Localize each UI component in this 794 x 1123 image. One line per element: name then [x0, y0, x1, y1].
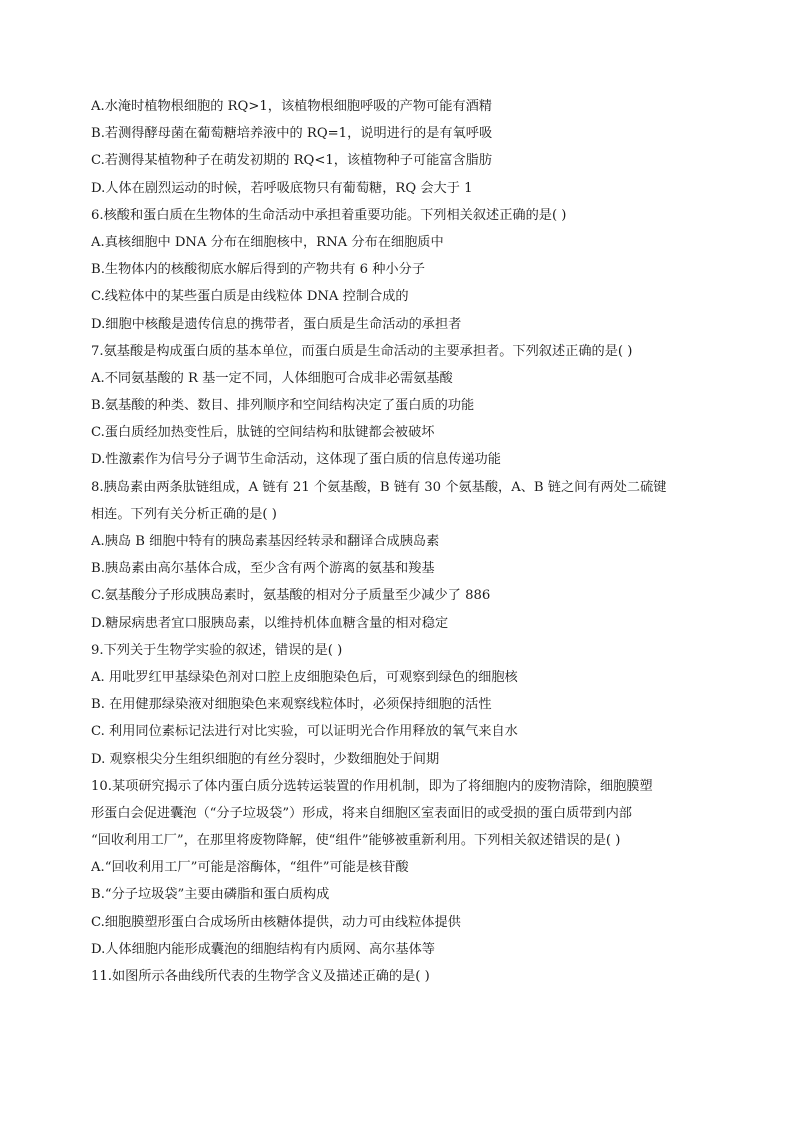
text-line: B.“分子垃圾袋”主要由磷脂和蛋白质构成	[91, 887, 330, 903]
text-line: B.若测得酵母菌在葡萄糖培养液中的 RQ=1，说明进行的是有氧呼吸	[91, 126, 493, 142]
text-body	[91, 93, 711, 990]
text-line: A.“回收利用工厂”可能是溶酶体，“组件”可能是核苷酸	[91, 860, 409, 876]
text-line: B.胰岛素由高尔基体合成，至少含有两个游离的氨基和羧基	[91, 561, 435, 577]
text-line: D.人体细胞内能形成囊泡的细胞结构有内质网、高尔基体等	[91, 941, 435, 957]
text-line: C.细胞膜塑形蛋白合成场所由核糖体提供，动力可由线粒体提供	[91, 914, 461, 930]
text-line: B.氨基酸的种类、数目、排列顺序和空间结构决定了蛋白质的功能	[91, 398, 475, 414]
question-7-stem: 7.氨基酸是构成蛋白质的基本单位，而蛋白质是生命活动的主要承担者。下列叙述正确的是( )	[91, 343, 633, 359]
text-line: A.不同氨基酸的 R 基一定不同，人体细胞可合成非必需氨基酸	[91, 370, 453, 386]
text-line: A. 用吡罗红甲基绿染色剂对口腔上皮细胞染色后，可观察到绿色的细胞核	[91, 669, 518, 685]
text-line: D.糖尿病患者宜口服胰岛素，以维持机体血糖含量的相对稳定	[91, 615, 449, 631]
text-line: 形蛋白会促进囊泡（“分子垃圾袋”）形成，将来自细胞区室表面旧的或受损的蛋白质带到内部	[91, 805, 632, 821]
text-line: C.线粒体中的某些蛋白质是由线粒体 DNA 控制合成的	[91, 289, 409, 305]
text-line: D. 观察根尖分生组织细胞的有丝分裂时，少数细胞处于间期	[91, 751, 440, 767]
text-line: C.蛋白质经加热变性后，肽链的空间结构和肽键都会被破坏	[91, 425, 435, 441]
question-8-stem: 8.胰岛素由两条肽链组成，A 链有 21 个氨基酸，B 链有 30 个氨基酸，A、B 链之间有两处二硫键	[91, 479, 667, 495]
text-line: B.生物体内的核酸彻底水解后得到的产物共有 6 种小分子	[91, 262, 425, 278]
question-11-stem: 11.如图所示各曲线所代表的生物学含义及描述正确的是( )	[91, 969, 430, 984]
text-line: A.胰岛 B 细胞中特有的胰岛素基因经转录和翻译合成胰岛素	[91, 534, 440, 549]
text-line: C.氨基酸分子形成胰岛素时，氨基酸的相对分子质量至少减少了 886	[91, 588, 491, 604]
question-9-stem: 9.下列关于生物学实验的叙述，错误的是( )	[91, 642, 343, 658]
text-line: C. 利用同位素标记法进行对比实验，可以证明光合作用释放的氧气来自水	[91, 724, 518, 740]
text-line: D.人体在剧烈运动的时候，若呼吸底物只有葡萄糖，RQ 会大于 1	[91, 180, 473, 196]
text-line: D.细胞中核酸是遗传信息的携带者，蛋白质是生命活动的承担者	[91, 316, 462, 332]
text-line: C.若测得某植物种子在萌发初期的 RQ<1，该植物种子可能富含脂肪	[91, 153, 493, 169]
question-10-stem: 10.某项研究揭示了体内蛋白质分选转运装置的作用机制，即为了将细胞内的废物清除，细胞膜塑	[91, 778, 653, 794]
text-line: “回收利用工厂”，在那里将废物降解，使“组件”能够被重新利用。下列相关叙述错误的是( )	[91, 833, 621, 849]
text-line: D.性激素作为信号分子调节生命活动，这体现了蛋白质的信息传递功能	[91, 452, 501, 468]
text-line: B. 在用健那绿染液对细胞染色来观察线粒体时，必须保持细胞的活性	[91, 697, 492, 713]
text-line: 相连。下列有关分析正确的是( )	[91, 506, 277, 522]
question-6-stem: 6.核酸和蛋白质在生物体的生命活动中承担着重要功能。下列相关叙述正确的是( )	[91, 207, 567, 223]
text-line: A.水淹时植物根细胞的 RQ>1，该植物根细胞呼吸的产物可能有酒精	[91, 99, 492, 114]
text-line: A.真核细胞中 DNA 分布在细胞核中，RNA 分布在细胞质中	[91, 234, 444, 250]
